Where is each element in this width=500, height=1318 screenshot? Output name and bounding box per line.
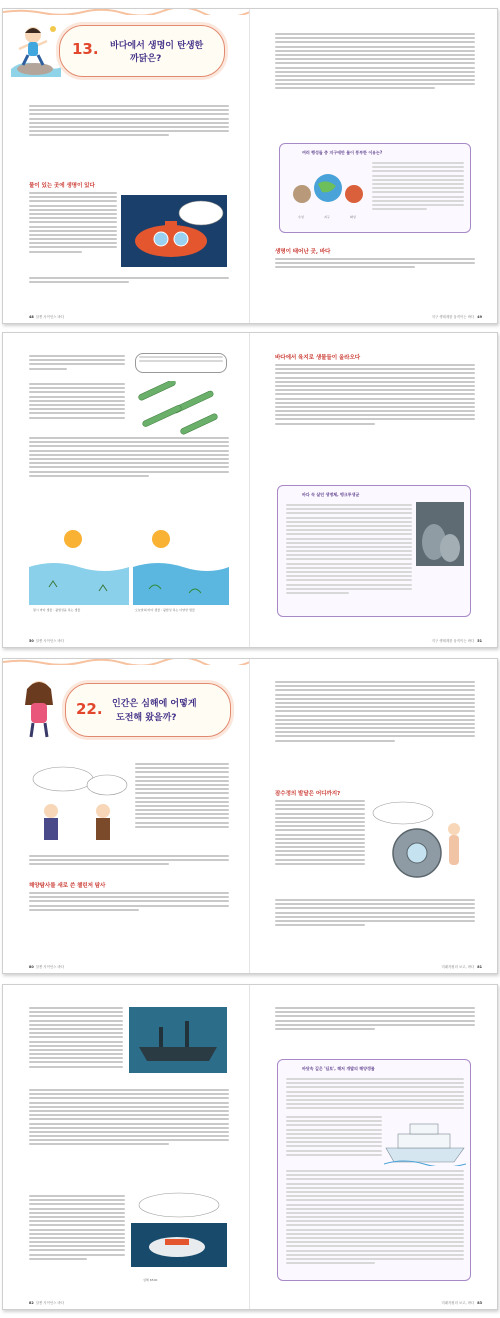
chapter-number: 13. [72,40,99,58]
diver-boy-illustration [9,19,61,77]
info-box-deep-sea-water [277,1059,471,1281]
page-number: 80 [29,965,34,969]
body-text [29,892,229,913]
section-heading: 해양탐사를 새로 쓴 챌린저 탐사 [29,883,106,889]
folio-left [29,964,64,969]
page-number: 48 [29,315,34,319]
info-box-text [372,162,464,212]
body-text [29,1089,229,1148]
body-text [275,1007,475,1032]
page-49 [251,9,498,323]
planet-label: 지구 [324,215,330,219]
running-title: 미래자원의 보고, 바다 [441,965,475,969]
info-box-text [286,504,412,596]
page-number: 50 [29,639,34,643]
page-51 [251,333,498,647]
info-box-stromatolite [277,485,471,617]
info-box-text [286,1170,464,1266]
cruise-ship-illustration [384,1116,466,1166]
planet-label: 화성 [350,215,356,219]
bathyscaphe-illustration [371,799,475,889]
page-83 [251,985,498,1309]
info-box-text [286,1116,382,1158]
chapter-title-line2: 까닭은? [130,54,162,64]
running-title: 알쏭 사이언스 바다 [35,965,65,969]
scientists-illustration [29,763,129,847]
body-text [275,800,365,867]
section-heading: 생명이 태어난 곳, 바다 [275,249,331,255]
running-title: 지구 생태계를 움직이는 바다 [431,639,475,643]
cyanobacteria-illustration [131,381,227,435]
intro-paragraph [29,105,229,139]
chapter-title-line1: 인간은 심해에 어떻게 [112,699,197,709]
page-82 [3,985,250,1309]
section-heading: 바다에서 육지로 생물들이 올라오다 [275,355,361,361]
body-text [29,383,125,421]
section-heading: 물이 있는 곳에 생명이 있다 [29,183,95,189]
body-text [275,899,475,928]
crayon-scribble-top [3,659,250,665]
folio-left [29,314,64,319]
planet-label: 수성 [298,215,304,219]
ocean-sun-illustration [29,527,229,605]
body-text [275,364,475,427]
body-text [29,1195,125,1262]
illustration-caption: 심해 6500 [143,1278,158,1282]
page-number: 82 [29,1301,34,1305]
info-box-title: 여러 행성들 중 지구에만 물이 풍부한 이유는? [302,150,383,155]
chapter-title-bubble [59,25,225,77]
folio-right [432,638,484,643]
folio-right [441,1300,484,1305]
page-number: 83 [477,1301,482,1305]
page-number: 81 [477,965,482,969]
body-text [275,681,475,744]
body-text [29,437,229,479]
folio-right [432,314,484,319]
body-text [29,855,229,868]
folio-right [441,964,484,969]
page-80 [3,659,250,973]
girl-illustration [13,675,67,739]
info-box-text [286,1078,464,1112]
running-title: 지구 생태계를 움직이는 바다 [431,315,475,319]
chapter-title-line2: 도전해 왔을까? [116,713,177,723]
page-50 [3,333,250,647]
info-box-planets [279,143,471,233]
body-text [29,1007,123,1070]
illustration-caption: 원시 바다 생물 : 광합성을 하는 생물 [33,608,81,612]
body-text [29,355,125,372]
speech-bubble [135,353,227,373]
book-spread-1 [2,8,498,324]
body-text-lower [275,258,475,271]
stromatolite-photo [416,502,464,566]
running-title: 알쏭 사이언스 바다 [35,315,65,319]
folio-left [29,638,64,643]
section-heading: 잠수정의 발달은 어디까지? [275,791,341,797]
crayon-scribble-top [3,9,250,15]
body-text [29,192,117,255]
book-spread-4 [2,984,498,1310]
info-box-title: 바다 속 살던 생명체, 맹크투생균 [302,492,360,497]
submarine-illustration [121,195,227,267]
body-text [275,33,475,92]
body-text [135,763,229,830]
page-48 [3,9,250,323]
chapter-number: 22. [76,700,103,718]
book-spread-2 [2,332,498,648]
shipwreck-photo [129,1007,227,1073]
deep-sea-submersible-photo [131,1191,227,1277]
page-number: 49 [477,315,482,319]
body-text-lower [29,277,229,285]
running-title: 알쏭 사이언스 바다 [35,1301,65,1305]
chapter-title-line1: 바다에서 생명이 탄생한 [110,41,204,51]
illustration-caption: 오늘날의 바다 생물 : 광합성 하는 다양한 생물 [135,608,195,612]
info-box-title: 바닷속 깊은 '딥토', 해저 개발의 해양갱물 [302,1066,375,1071]
chapter-title-bubble [65,683,231,737]
book-spread-3 [2,658,498,974]
running-title: 미래자원의 보고, 바다 [441,1301,475,1305]
folio-left [29,1300,64,1305]
running-title: 알쏭 사이언스 바다 [35,639,65,643]
planets-illustration [288,160,368,220]
page-number: 51 [477,639,482,643]
page-81 [251,659,498,973]
